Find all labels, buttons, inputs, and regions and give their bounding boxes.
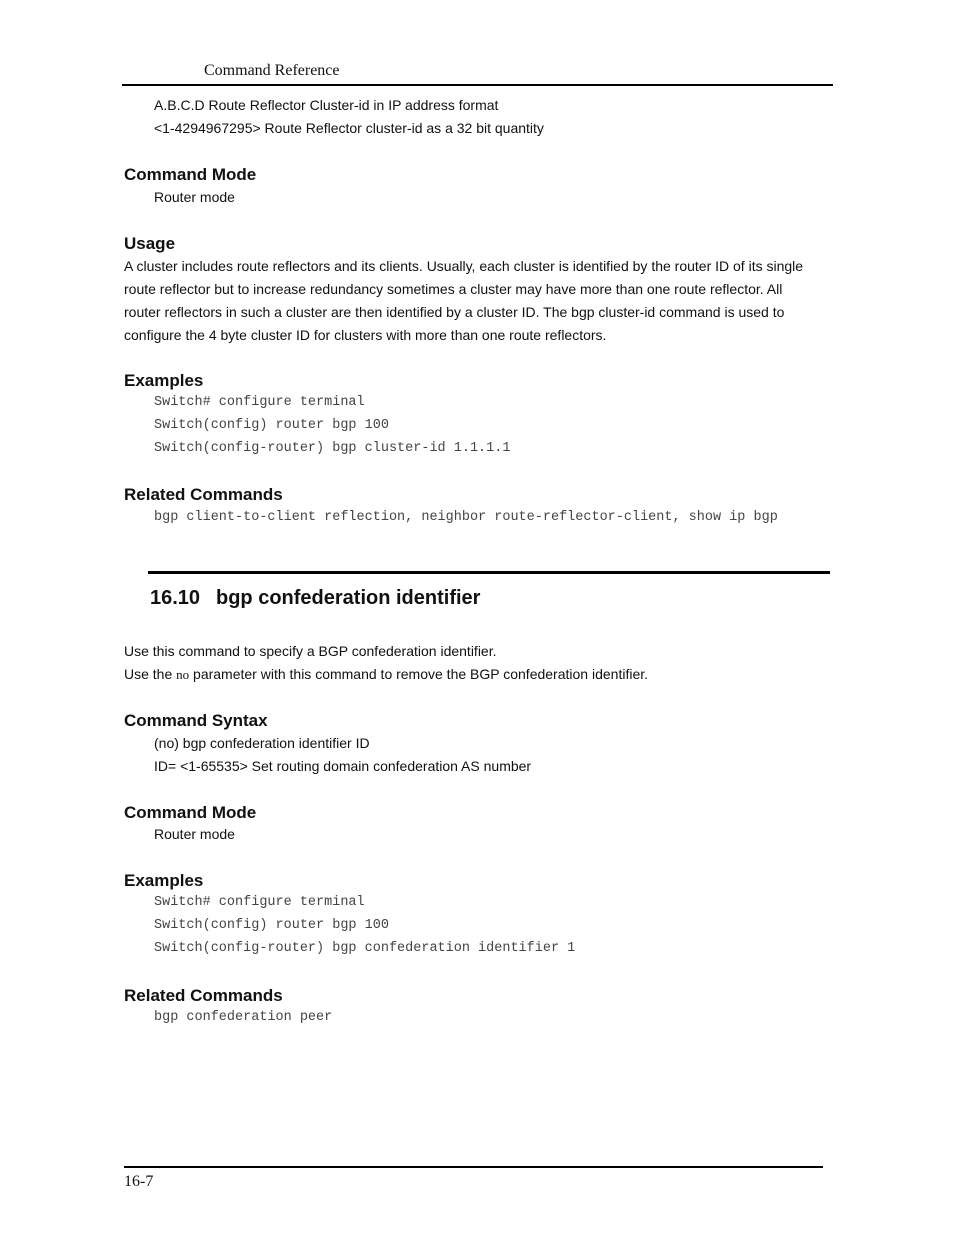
example-line: Switch# configure terminal bbox=[154, 395, 365, 410]
page-header-title: Command Reference bbox=[204, 62, 340, 79]
examples-heading: Examples bbox=[124, 371, 204, 390]
intro-line-no bbox=[124, 666, 648, 683]
footer-rule bbox=[124, 1166, 823, 1168]
related-commands-heading: Related Commands bbox=[124, 986, 283, 1005]
param-line: <1-4294967295> Route Reflector cluster-id as a 32 bit quantity bbox=[154, 120, 544, 136]
no-keyword: no bbox=[176, 667, 190, 682]
usage-line: configure the 4 byte cluster ID for clusters with more than one route reflectors. bbox=[124, 327, 607, 343]
example-line: Switch(config-router) bgp confederation identifier 1 bbox=[154, 941, 576, 956]
command-syntax-heading: Command Syntax bbox=[124, 711, 268, 730]
intro-line: Use this command to specify a BGP confederation identifier. bbox=[124, 643, 497, 659]
examples-heading: Examples bbox=[124, 871, 204, 890]
related-commands-text: bgp client-to-client reflection, neighbor route-reflector-client, show ip bgp bbox=[154, 510, 778, 525]
example-line: Switch(config-router) bgp cluster-id 1.1.1.1 bbox=[154, 441, 511, 456]
related-commands-text: bgp confederation peer bbox=[154, 1010, 333, 1025]
usage-line: router reflectors in such a cluster are then identified by a cluster ID. The bgp cluster-id command is used to bbox=[124, 304, 785, 320]
intro-post: parameter with this command to remove the BGP confederation identifier. bbox=[193, 666, 649, 682]
syntax-line: (no) bgp confederation identifier ID bbox=[154, 735, 370, 751]
command-mode-text: Router mode bbox=[154, 189, 235, 205]
intro-pre: Use the bbox=[124, 666, 173, 682]
section-rule bbox=[148, 571, 830, 574]
command-mode-heading: Command Mode bbox=[124, 165, 257, 184]
command-mode-text: Router mode bbox=[154, 826, 235, 842]
related-commands-heading: Related Commands bbox=[124, 485, 283, 504]
page-number: 16-7 bbox=[124, 1173, 154, 1190]
usage-paragraph bbox=[124, 255, 803, 347]
usage-line: route reflector but to increase redundancy sometimes a cluster may have more than one route reflector. All bbox=[124, 281, 783, 297]
section-title: bgp confederation identifier bbox=[216, 587, 481, 609]
header-rule bbox=[122, 84, 833, 86]
param-line: A.B.C.D Route Reflector Cluster-id in IP address format bbox=[154, 97, 499, 113]
usage-heading: Usage bbox=[124, 234, 176, 253]
example-line: Switch(config) router bgp 100 bbox=[154, 418, 389, 433]
example-line: Switch(config) router bgp 100 bbox=[154, 918, 389, 933]
syntax-line: ID= <1-65535> Set routing domain confederation AS number bbox=[154, 758, 532, 774]
example-line: Switch# configure terminal bbox=[154, 895, 365, 910]
usage-line: A cluster includes route reflectors and its clients. Usually, each cluster is identified by the router ID of its single bbox=[124, 258, 804, 274]
section-number: 16.10 bbox=[150, 587, 201, 609]
command-mode-heading: Command Mode bbox=[124, 803, 257, 822]
